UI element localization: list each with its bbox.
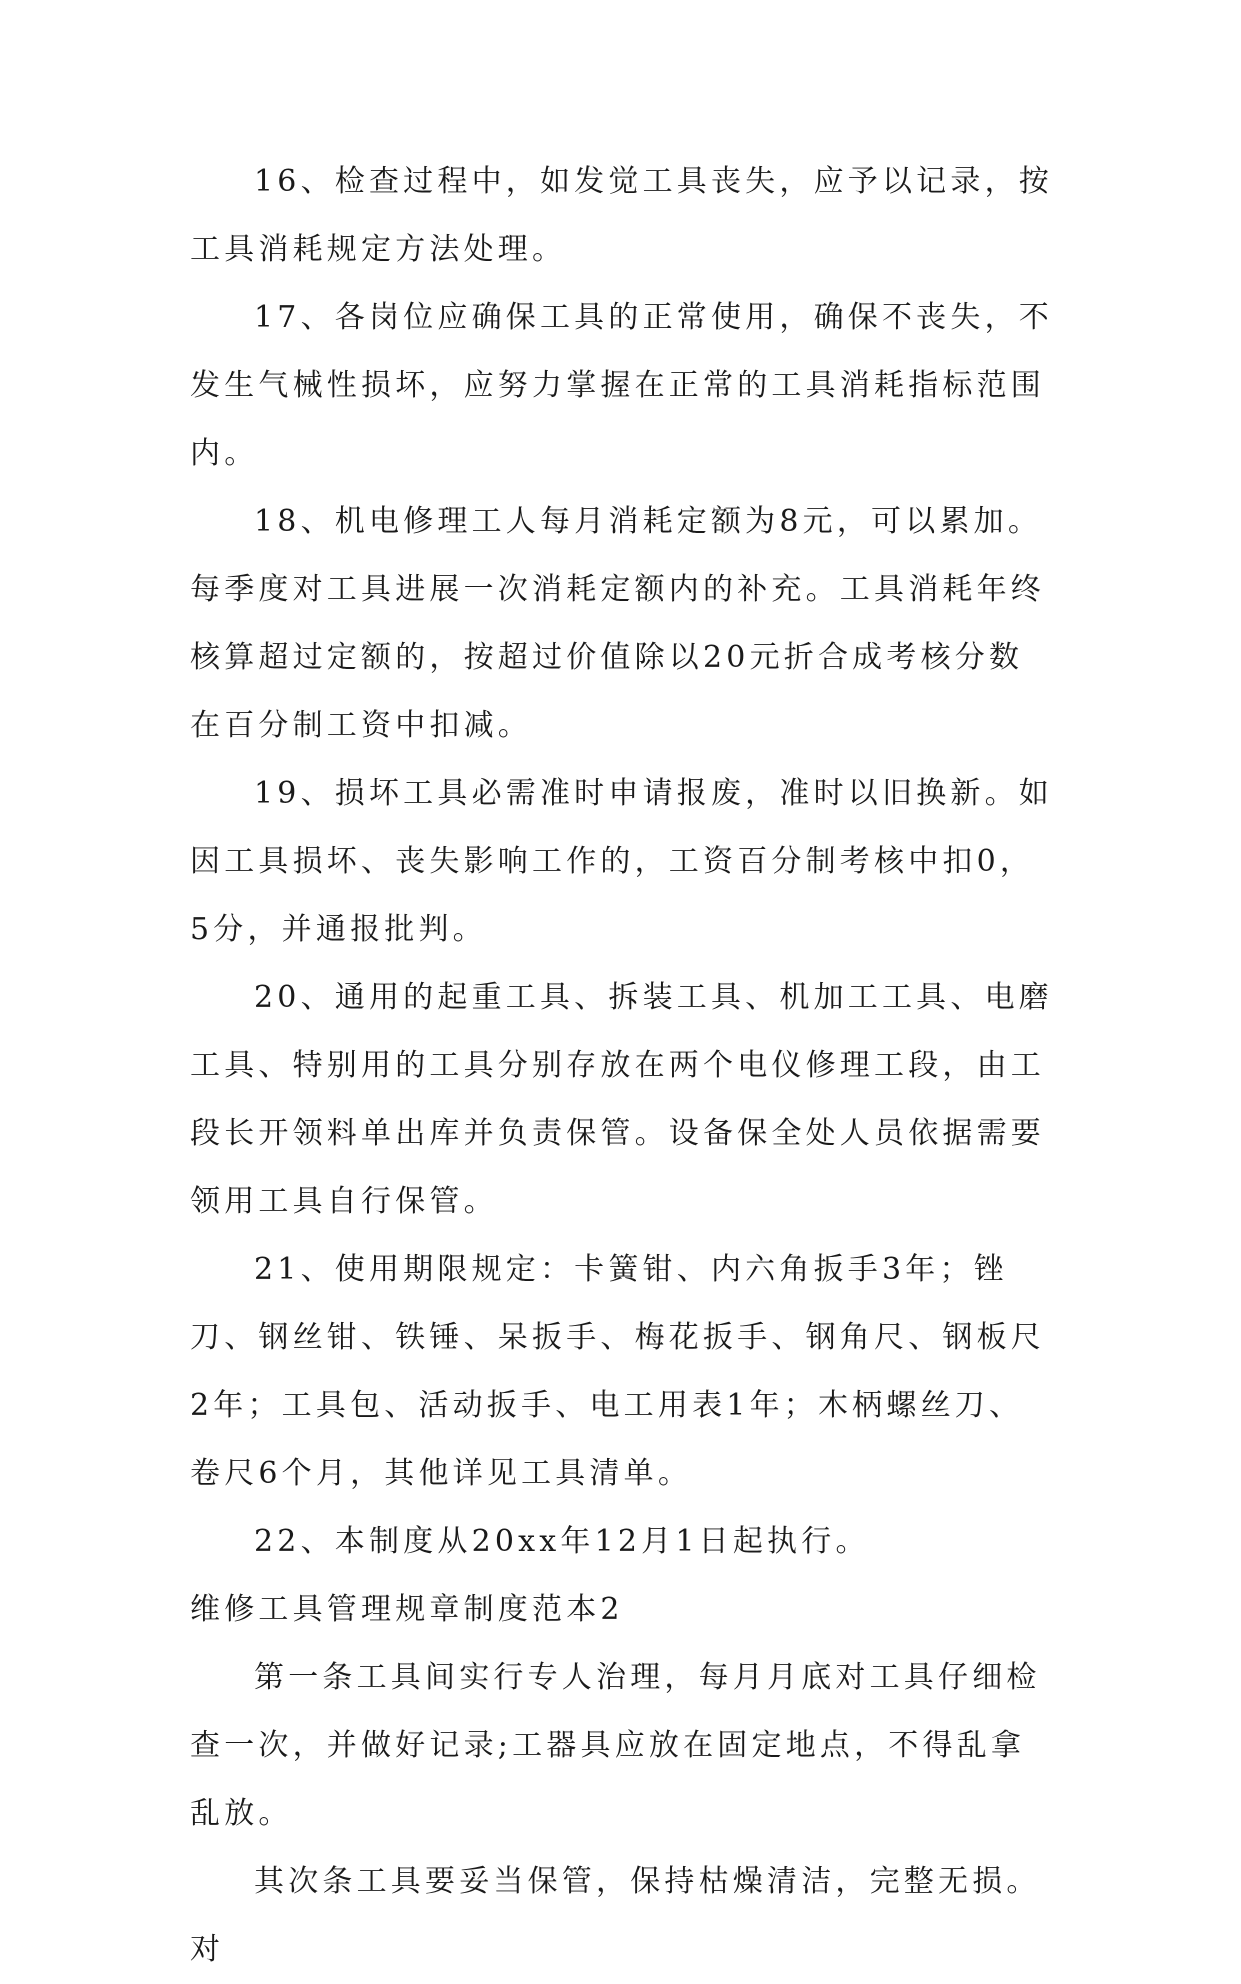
document-body	[190, 148, 1056, 1984]
paragraph-17: 17、各岗位应确保工具的正常使用，确保不丧失，不发生气械性损坏，应努力掌握在正常的工具消耗指标范围内。	[190, 300, 1053, 471]
paragraph-20: 20、通用的起重工具、拆装工具、机加工工具、电磨工具、特别用的工具分别存放在两个电仪修理工段，由工段长开领料单出库并负责保管。设备保全处人员依据需要领用工具自行保管。	[190, 980, 1053, 1219]
paragraph-18: 18、机电修理工人每月消耗定额为8元，可以累加。每季度对工具进展一次消耗定额内的补充。工具消耗年终核算超过定额的，按超过价值除以20元折合成考核分数在百分制工资中扣减。	[190, 504, 1045, 743]
paragraph-19: 19、损坏工具必需准时申请报废，准时以旧换新。如因工具损坏、丧失影响工作的，工资百分制考核中扣0，5分，并通报批判。	[190, 776, 1053, 947]
paragraph-21: 21、使用期限规定：卡簧钳、内六角扳手3年；锉刀、钢丝钳、铁锤、呆扳手、梅花扳手、钢角尺、钢板尺2年；工具包、活动扳手、电工用表1年；木柄螺丝刀、卷尺6个月，其他详见工具清单。	[190, 1252, 1045, 1491]
article-1: 第一条工具间实行专人治理，每月月底对工具仔细检查一次，并做好记录;工器具应放在固定地点，不得乱拿乱放。	[190, 1660, 1041, 1831]
section-heading: 维修工具管理规章制度范本2	[190, 1592, 624, 1627]
paragraph-22: 22、本制度从20xx年12月1日起执行。	[254, 1524, 870, 1559]
paragraph-16: 16、检查过程中，如发觉工具丧失，应予以记录，按工具消耗规定方法处理。	[190, 164, 1053, 267]
article-2: 其次条工具要妥当保管，保持枯燥清洁，完整无损。对	[190, 1864, 1041, 1967]
